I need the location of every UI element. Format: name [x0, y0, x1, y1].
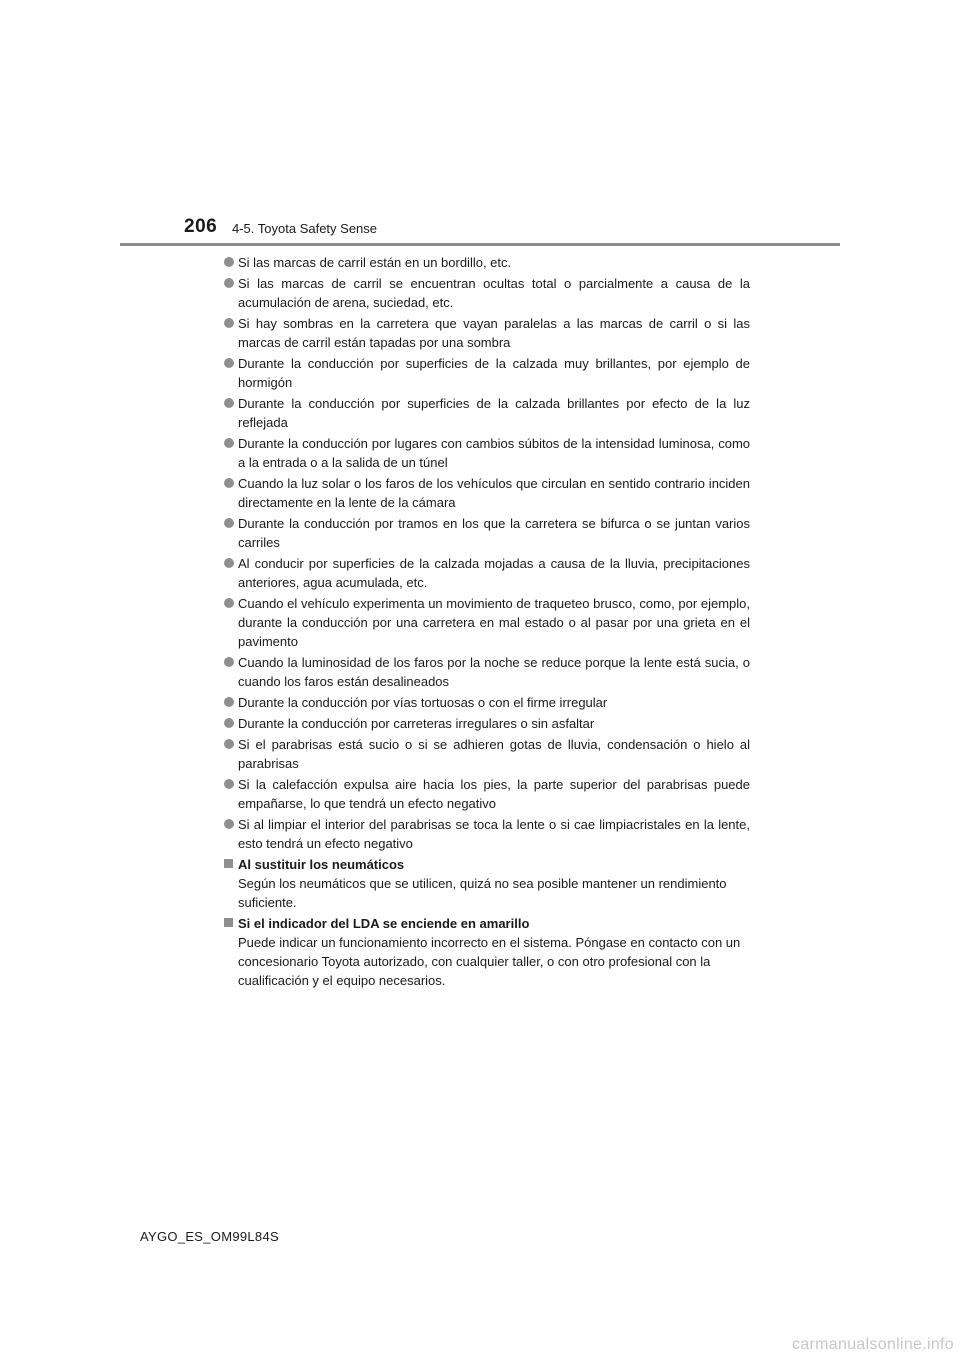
list-item — [224, 474, 750, 512]
bullet-dot-icon — [224, 438, 234, 448]
subsection-tires — [224, 855, 750, 912]
list-item-text: Durante la conducción por lugares con cambios súbitos de la intensidad luminosa, como a la entrada o a la salida de un túnel — [238, 436, 750, 470]
list-item-text: Cuando el vehículo experimenta un movimiento de traqueteo brusco, como, por ejemplo, durante la conducción por una carretera en mal estado o al pasar por una grieta en el pavimento — [238, 596, 750, 649]
list-item — [224, 653, 750, 691]
subsection-body: Puede indicar un funcionamiento incorrecto en el sistema. Póngase en contacto con un concesionario Toyota autorizado, con cualquier taller, o con otro profesional con la cualificación y el equipo necesarios. — [238, 935, 741, 988]
section-title: 4-5. Toyota Safety Sense — [232, 221, 378, 236]
list-item-text: Si la calefacción expulsa aire hacia los pies, la parte superior del parabrisas puede empañarse, lo que tendrá un efecto negativo — [238, 777, 750, 811]
bullet-dot-icon — [224, 779, 234, 789]
bullet-dot-icon — [224, 318, 234, 328]
list-item — [224, 434, 750, 472]
bullet-dot-icon — [224, 478, 234, 488]
list-item — [224, 554, 750, 592]
list-item — [224, 253, 750, 272]
list-item — [224, 514, 750, 552]
watermark: carmanualsonline.info — [792, 1336, 954, 1353]
list-item-text: Si las marcas de carril se encuentran ocultas total o parcialmente a causa de la acumulación de arena, suciedad, etc. — [238, 276, 750, 310]
bullet-dot-icon — [224, 739, 234, 749]
list-item-text: Durante la conducción por superficies de la calzada brillantes por efecto de la luz reflejada — [238, 396, 750, 430]
bullet-dot-icon — [224, 558, 234, 568]
bullet-dot-icon — [224, 718, 234, 728]
list-item — [224, 314, 750, 352]
list-item-text: Si las marcas de carril están en un bordillo, etc. — [238, 255, 512, 270]
subsection-heading-text: Al sustituir los neumáticos — [238, 857, 405, 872]
list-item — [224, 693, 750, 712]
footer-doc-code: AYGO_ES_OM99L84S — [140, 1229, 279, 1244]
list-item-text: Al conducir por superficies de la calzada mojadas a causa de la lluvia, precipitaciones anteriores, agua acumulada, etc. — [238, 556, 750, 590]
list-item — [224, 274, 750, 312]
bullet-dot-icon — [224, 657, 234, 667]
subsection-lda-indicator — [224, 914, 750, 990]
bullet-dot-icon — [224, 278, 234, 288]
bullet-dot-icon — [224, 358, 234, 368]
bullet-list — [224, 253, 750, 853]
list-item — [224, 775, 750, 813]
list-item-text: Cuando la luz solar o los faros de los vehículos que circulan en sentido contrario inciden directamente en la lente de la cámara — [238, 476, 750, 510]
content — [224, 253, 750, 992]
subsection-heading-text: Si el indicador del LDA se enciende en amarillo — [238, 916, 530, 931]
subsection-heading — [224, 855, 750, 874]
list-item — [224, 394, 750, 432]
bullet-dot-icon — [224, 398, 234, 408]
bullet-dot-icon — [224, 697, 234, 707]
list-item-text: Si el parabrisas está sucio o si se adhieren gotas de lluvia, condensación o hielo al parabrisas — [238, 737, 750, 771]
bullet-dot-icon — [224, 257, 234, 267]
bullet-dot-icon — [224, 819, 234, 829]
list-item-text: Durante la conducción por vías tortuosas o con el firme irregular — [238, 695, 608, 710]
square-bullet-icon — [224, 859, 233, 868]
list-item-text: Cuando la luminosidad de los faros por la noche se reduce porque la lente está sucia, o cuando los faros están desalineados — [238, 655, 750, 689]
list-item-text: Si hay sombras en la carretera que vayan paralelas a las marcas de carril o si las marcas de carril están tapadas por una sombra — [238, 316, 750, 350]
list-item — [224, 735, 750, 773]
square-bullet-icon — [224, 918, 233, 927]
list-item — [224, 815, 750, 853]
subsection-body: Según los neumáticos que se utilicen, quizá no sea posible mantener un rendimiento suficiente. — [238, 876, 727, 910]
subsection-heading — [224, 914, 750, 933]
page-number: 206 — [184, 216, 218, 237]
list-item-text: Durante la conducción por tramos en los que la carretera se bifurca o se juntan varios carriles — [238, 516, 750, 550]
header-rule — [120, 243, 840, 246]
list-item — [224, 594, 750, 651]
list-item-text: Si al limpiar el interior del parabrisas se toca la lente o si cae limpiacristales en la lente, esto tendrá un efecto negativo — [238, 817, 750, 851]
list-item-text: Durante la conducción por superficies de la calzada muy brillantes, por ejemplo de hormigón — [238, 356, 750, 390]
list-item-text: Durante la conducción por carreteras irregulares o sin asfaltar — [238, 716, 595, 731]
list-item — [224, 714, 750, 733]
bullet-dot-icon — [224, 518, 234, 528]
bullet-dot-icon — [224, 598, 234, 608]
list-item — [224, 354, 750, 392]
